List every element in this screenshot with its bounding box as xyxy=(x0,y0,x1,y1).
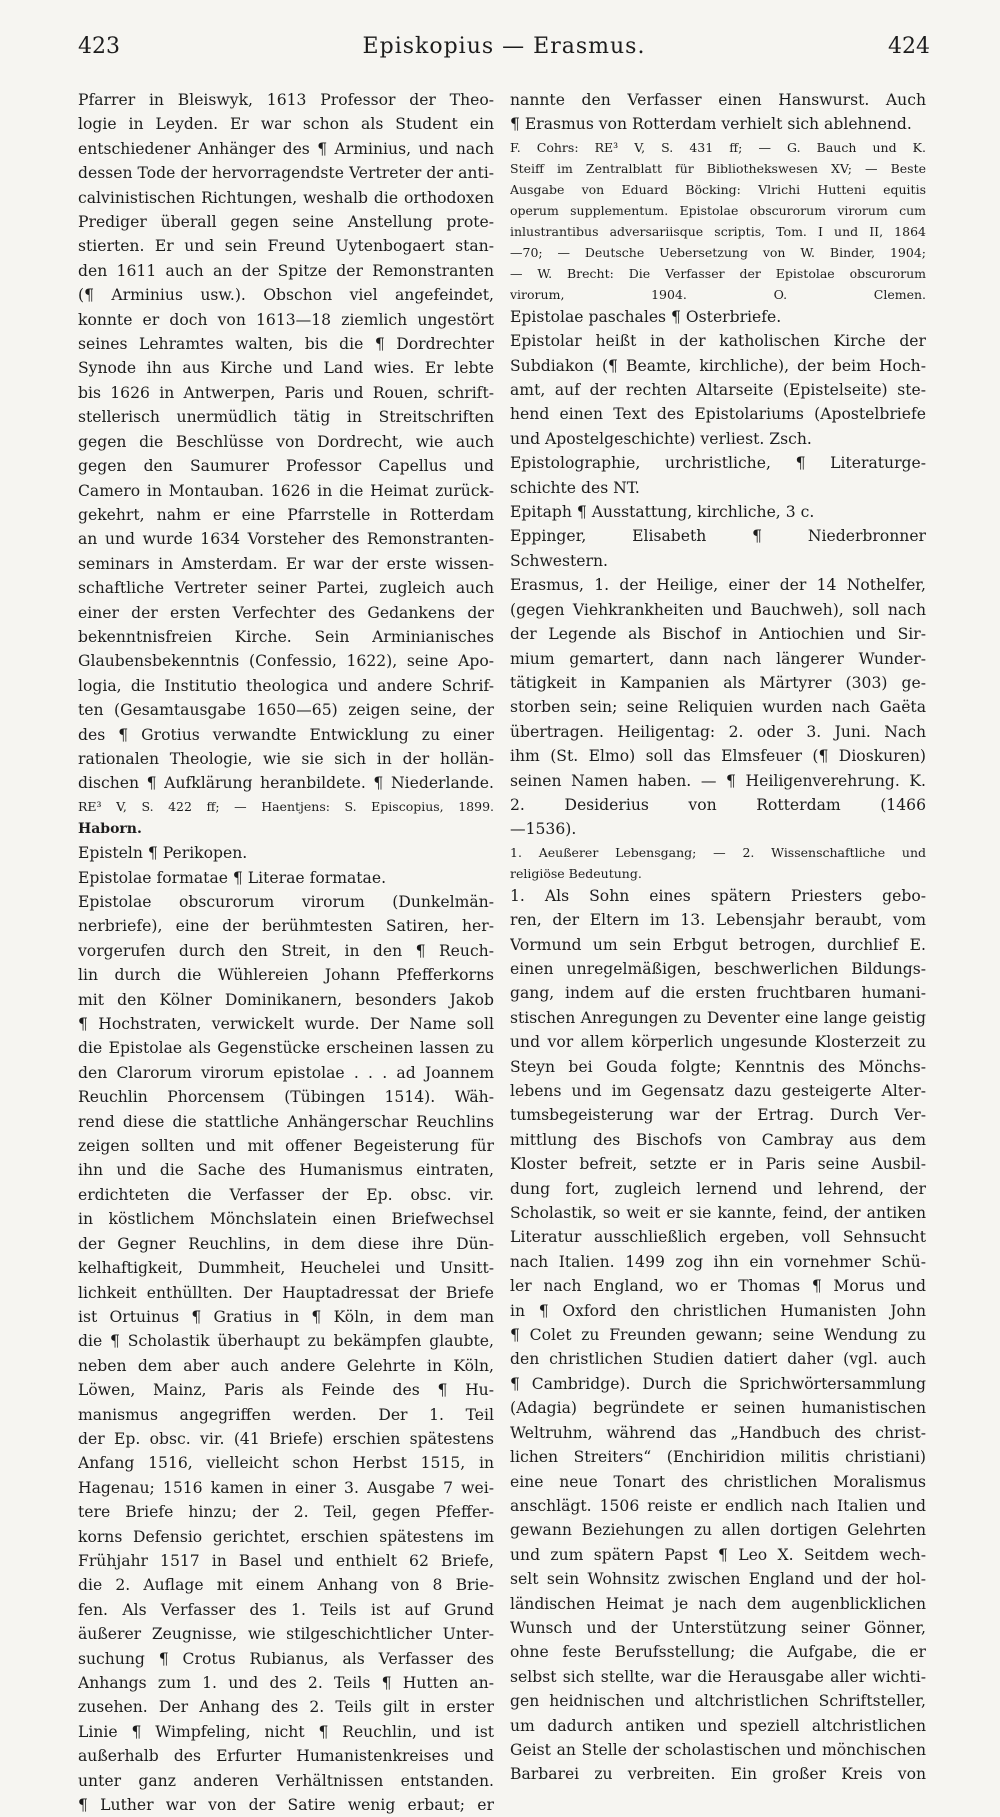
text-line: vorgerufen durch den Streit, in den ¶ Reuch- xyxy=(78,941,494,960)
text-line: schaftliche Vertreter seiner Partei, zugleich auch xyxy=(78,579,494,598)
page-number-left: 423 xyxy=(78,34,120,59)
text-line: gang, indem auf die ersten fruchtbaren humani- xyxy=(510,984,926,1003)
text-line: ländischen Heimat je nach dem augenblicklichen xyxy=(510,1594,926,1613)
text-line: der Legende als Bischof in Antiochien und Sir- xyxy=(510,625,926,644)
text-line: Eppinger, Elisabeth ¶ Niederbronner xyxy=(510,527,926,546)
text-line: rationalen Theologie, wie sie sich in der hollän- xyxy=(78,749,494,768)
text-line: Löwen, Mainz, Paris als Feinde des ¶ Hu- xyxy=(78,1381,494,1400)
text-line: stischen Anregungen zu Deventer eine lange geistig xyxy=(510,1008,926,1027)
text-line: Ausgabe von Eduard Böcking: Vlrichi Hutteni equitis xyxy=(510,181,926,197)
text-line: Pfarrer in Bleiswyk, 1613 Professor der Theo- xyxy=(78,91,494,109)
text-line: amt, auf der rechten Altarseite (Epistelseite) ste- xyxy=(510,381,926,400)
text-line: Weltruhm, während das „Handbuch des christ- xyxy=(510,1423,926,1442)
text-line: dischen ¶ Aufklärung heranbildete. ¶ Niederlande. xyxy=(78,774,494,793)
text-line: zeigen sollten und mit offener Begeisterung für xyxy=(78,1137,494,1156)
text-line: des ¶ Grotius verwandte Entwicklung zu einer xyxy=(78,725,494,744)
text-line: lin durch die Wühlereien Johann Pfefferkorns xyxy=(78,966,494,985)
text-line: Barbarei zu verbreiten. Ein großer Kreis von xyxy=(510,1765,926,1784)
text-line: erdichteten die Verfasser der Ep. obsc. vir. xyxy=(78,1185,494,1204)
text-line: Literatur ausschließlich ergeben, voll Sehnsucht xyxy=(510,1228,926,1247)
text-line: eine neue Tonart des christlichen Moralismus xyxy=(510,1472,926,1491)
text-line: RE³ V, S. 422 ff; — Haentjens: S. Episcopius, 1899. xyxy=(78,798,494,814)
text-line: Steiff im Zentralblatt für Bibliothekswesen XV; — Beste xyxy=(510,160,926,176)
text-line: bekenntnisfreien Kirche. Sein Arminianisches xyxy=(78,627,494,646)
text-line: Subdiakon (¶ Beamte, kirchliche), der beim Hoch- xyxy=(510,356,926,375)
text-line: seinen Namen haben. — ¶ Heiligenverehrung. K. xyxy=(510,771,926,790)
text-line: storben sein; seine Reliquien wurden nach Gaëta xyxy=(510,698,926,717)
left-column xyxy=(78,88,494,1817)
text-line: in köstlichem Mönchslatein einen Briefwechsel xyxy=(78,1210,494,1229)
text-line: ¶ Hochstraten, verwickelt wurde. Der Name soll xyxy=(78,1015,494,1034)
text-line: operum supplementum. Epistolae obscurorum virorum cum xyxy=(510,202,926,218)
text-line: nannte den Verfasser einen Hanswurst. Auch xyxy=(510,91,926,109)
text-line: Kloster befreit, setzte er in Paris seine Ausbil- xyxy=(510,1155,926,1174)
text-line: Schwestern. xyxy=(510,551,608,570)
text-line: Anhangs zum 1. und des 2. Teils ¶ Hutten an- xyxy=(78,1674,494,1692)
text-line: logia, die Institutio theologica und andere Schrif- xyxy=(78,676,494,695)
text-line: Erasmus, 1. der Heilige, einer der 14 Nothelfer, xyxy=(510,576,926,595)
text-line: Scholastik, so weit er sie kannte, feind, der antiken xyxy=(510,1204,926,1223)
text-line: suchung ¶ Crotus Rubianus, als Verfasser des xyxy=(78,1649,494,1668)
text-line: übertragen. Heiligentag: 2. oder 3. Juni. Nach xyxy=(510,722,926,741)
text-line: ist Ortuinus ¶ Gratius in ¶ Köln, in dem man xyxy=(78,1307,494,1326)
text-line: ¶ Cambridge). Durch die Sprichwörtersammlung xyxy=(510,1374,926,1393)
text-line: einer der ersten Verfechter des Gedankens der xyxy=(78,603,494,622)
text-line: manismus angegriffen werden. Der 1. Teil xyxy=(78,1405,494,1424)
text-line: neben dem aber auch andere Gelehrte in Köln, xyxy=(78,1356,494,1375)
text-line: außerhalb des Erfurter Humanistenkreises und xyxy=(78,1747,494,1766)
text-line: stellerisch unermüdlich tätig in Streitschriften xyxy=(78,408,494,427)
text-line: entschiedener Anhänger des ¶ Arminius, und nach xyxy=(78,139,494,158)
text-line: virorum, 1904. O. Clemen. xyxy=(510,286,926,302)
text-line: Geist an Stelle der scholastischen und mönchischen xyxy=(510,1740,926,1759)
text-line: ihn und die Sache des Humanismus eintraten, xyxy=(78,1161,494,1180)
text-line: (¶ Arminius usw.). Obschon viel angefeindet, xyxy=(78,286,494,305)
text-line: Frühjahr 1517 in Basel und enthielt 62 Briefe, xyxy=(78,1551,494,1570)
text-line: F. Cohrs: RE³ V, S. 431 ff; — G. Bauch und K. xyxy=(510,139,926,155)
text-line: die ¶ Scholastik überhaupt zu bekämpfen glaubte, xyxy=(78,1332,494,1351)
text-line: und vor allem körperlich ungesunde Klosterzeit zu xyxy=(510,1033,926,1052)
text-line: religiöse Bedeutung. xyxy=(510,865,642,881)
text-line: 2. Desiderius von Rotterdam (1466 xyxy=(510,795,926,814)
text-line: und Apostelgeschichte) verliest. Zsch. xyxy=(510,429,812,448)
text-line: — W. Brecht: Die Verfasser der Epistolae obscurorum xyxy=(510,265,926,281)
text-line: Glaubensbekenntnis (Confessio, 1622), seine Apo- xyxy=(78,652,494,671)
text-line: ler nach England, wo er Thomas ¶ Morus und xyxy=(510,1277,926,1296)
text-line: in ¶ Oxford den christlichen Humanisten John xyxy=(510,1301,926,1320)
text-line: fen. Als Verfasser des 1. Teils ist auf Grund xyxy=(78,1600,494,1619)
text-line: bis 1626 in Antwerpen, Paris und Rouen, schrift- xyxy=(78,383,494,402)
text-line: tere Briefe hinzu; der 2. Teil, gegen Pfeffer- xyxy=(78,1503,494,1522)
text-line: Epistolographie, urchristliche, ¶ Literaturge- xyxy=(510,454,926,473)
running-title: Episkopius — Erasmus. xyxy=(362,34,646,59)
text-line: kelhaftigkeit, Dummheit, Heuchelei und Unsitt- xyxy=(78,1259,494,1278)
text-line: mium gemartert, dann nach längerer Wunder- xyxy=(510,649,926,668)
text-line: —1536). xyxy=(510,820,577,839)
text-line: ten (Gesamtausgabe 1650—65) zeigen seine, der xyxy=(78,701,494,720)
text-line: Prediger überall gegen seine Anstellung prote- xyxy=(78,213,494,232)
text-line: an und wurde 1634 Vorsteher des Remonstranten- xyxy=(78,530,494,549)
text-line: selt sein Wohnsitz zwischen England und der hol- xyxy=(510,1570,926,1589)
text-line: Epistolae formatae ¶ Literae formatae. xyxy=(78,868,387,887)
text-line: seminars in Amsterdam. Er war der erste wissen- xyxy=(78,554,494,573)
text-line: Epitaph ¶ Ausstattung, kirchliche, 3 c. xyxy=(510,503,815,522)
text-line: einen unregelmäßigen, beschwerlichen Bildungs- xyxy=(510,959,926,978)
text-line: Epistolae obscurorum virorum (Dunkelmän- xyxy=(78,893,494,911)
text-line: den christlichen Studien datiert daher (vgl. auch xyxy=(510,1350,926,1369)
text-line: lichkeit enthüllten. Der Hauptadressat der Briefe xyxy=(78,1283,494,1302)
text-line: Episteln ¶ Perikopen. xyxy=(78,844,248,863)
text-line: dung fort, zugleich lernend und lehrend, der xyxy=(510,1179,926,1198)
text-line: ohne feste Berufsstellung; die Aufgabe, die er xyxy=(510,1643,926,1662)
text-line: die 2. Auflage mit einem Anhang von 8 Brie- xyxy=(78,1576,494,1595)
text-line: den 1611 auch an der Spitze der Remonstranten xyxy=(78,261,494,280)
text-line: zusehen. Der Anhang des 2. Teils gilt in erster xyxy=(78,1698,494,1717)
text-line: die Epistolae als Gegenstücke erscheinen lassen zu xyxy=(78,1039,494,1058)
text-line: gegen den Saumurer Professor Capellus und xyxy=(78,457,494,476)
text-line: Epistolae paschales ¶ Osterbriefe. xyxy=(510,307,782,326)
text-line: Vormund um sein Erbgut betrogen, durchlief E. xyxy=(510,935,926,954)
text-line: konnte er doch von 1613—18 ziemlich ungestört xyxy=(78,310,494,329)
text-line: (gegen Viehkrankheiten und Bauchweh), soll nach xyxy=(510,600,926,619)
text-line: um dadurch antiken und speziell altchristlichen xyxy=(510,1716,926,1735)
text-line: ihm (St. Elmo) soll das Elmsfeuer (¶ Dioskuren) xyxy=(510,747,926,766)
text-line: unter ganz anderen Verhältnissen entstanden. xyxy=(78,1771,494,1790)
text-line: (Adagia) begründete er seinen humanistischen xyxy=(510,1399,926,1418)
text-line: seines Lehramtes walten, bis die ¶ Dordrechter xyxy=(78,335,494,354)
text-line: inlustrantibus adversariisque scriptis, Tom. I und II, 1864 xyxy=(510,223,926,239)
text-line: hend einen Text des Epistolariums (Apostelbriefe xyxy=(510,405,926,424)
text-line: tätigkeit in Kampanien als Märtyrer (303) ge- xyxy=(510,673,926,692)
text-line: nach Italien. 1499 zog ihn ein vornehmer Schü- xyxy=(510,1252,926,1271)
page-number-right: 424 xyxy=(888,34,930,59)
text-line: mittlung des Bischofs von Cambray aus dem xyxy=(510,1130,926,1149)
text-line: 1. Aeußerer Lebensgang; — 2. Wissenschaftliche und xyxy=(510,844,926,860)
text-line: schichte des NT. xyxy=(510,478,640,497)
text-line: der Ep. obsc. vir. (41 Briefe) erschien spätestens xyxy=(78,1429,494,1448)
text-line: logie in Leyden. Er war schon als Student ein xyxy=(78,115,494,134)
text-line: ¶ Luther war von der Satire wenig erbaut; er xyxy=(78,1796,494,1815)
text-line: Anfang 1516, vielleicht schon Herbst 1515, in xyxy=(78,1454,494,1473)
text-line: den Clarorum virorum epistolae . . . ad Joannem xyxy=(78,1063,494,1082)
text-line: tumsbegeisterung war der Ertrag. Durch Ver- xyxy=(510,1106,926,1125)
text-line: Reuchlin Phorcensem (Tübingen 1514). Wäh- xyxy=(78,1088,494,1107)
text-line: Linie ¶ Wimpfeling, nicht ¶ Reuchlin, und ist xyxy=(78,1722,494,1741)
text-line: Hagenau; 1516 kamen in einer 3. Ausgabe 7 wei- xyxy=(78,1478,494,1497)
text-line: dessen Tode der hervorragendste Vertreter der anti- xyxy=(78,164,494,183)
text-line: Haborn. xyxy=(78,820,142,837)
text-line: selbst sich stellte, war die Herausgabe aller wichti- xyxy=(510,1667,926,1686)
text-line: calvinistischen Richtungen, weshalb die orthodoxen xyxy=(78,188,494,207)
text-line: gewann Beziehungen zu allen dortigen Gelehrten xyxy=(510,1521,926,1540)
text-line: nerbriefe), eine der berühmtesten Satiren, her- xyxy=(78,917,494,936)
text-line: 1. Als Sohn eines spätern Priesters gebo- xyxy=(510,886,926,905)
text-line: stierten. Er und sein Freund Uytenbogaert stan- xyxy=(78,237,494,256)
text-line: —70; — Deutsche Uebersetzung von W. Binder, 1904; xyxy=(510,244,926,260)
text-line: der Gegner Reuchlins, in dem diese ihre Dün- xyxy=(78,1234,494,1253)
text-line: anschlägt. 1506 reiste er endlich nach Italien und xyxy=(510,1496,926,1515)
text-line: Epistolar heißt in der katholischen Kirche der xyxy=(510,332,926,351)
text-line: mit den Kölner Dominikanern, besonders Jakob xyxy=(78,990,494,1009)
text-line: rend diese die stattliche Anhängerschar Reuchlins xyxy=(78,1112,494,1131)
text-line: Camero in Montauban. 1626 in die Heimat zurück- xyxy=(78,481,494,500)
text-line: gen heidnischen und altchristlichen Schriftsteller, xyxy=(510,1692,926,1711)
text-line: ¶ Colet zu Freunden gewann; seine Wendung zu xyxy=(510,1326,926,1345)
running-header xyxy=(78,34,930,74)
text-line: gekehrt, nahm er eine Pfarrstelle in Rotterdam xyxy=(78,505,494,524)
text-line: Synode ihn aus Kirche und Land wies. Er lebte xyxy=(78,359,494,378)
text-line: Wunsch und der Unterstützung seiner Gönner, xyxy=(510,1618,926,1637)
text-line: äußerer Zeugnisse, wie stilgeschichtlicher Unter- xyxy=(78,1625,494,1644)
text-line: lebens und im Gegensatz dazu gesteigerte Alter- xyxy=(510,1082,926,1100)
text-line: gegen die Beschlüsse von Dordrecht, wie auch xyxy=(78,432,494,451)
text-line: ¶ Erasmus von Rotterdam verhielt sich ablehnend. xyxy=(510,115,912,134)
right-column xyxy=(510,88,926,1787)
text-line: korns Defensio gerichtet, erschien spätestens im xyxy=(78,1527,494,1546)
text-line: und zum spätern Papst ¶ Leo X. Seitdem wech- xyxy=(510,1545,926,1564)
text-line: ren, der Eltern im 13. Lebensjahr beraubt, vom xyxy=(510,911,926,930)
text-line: Steyn bei Gouda folgte; Kenntnis des Mönchs- xyxy=(510,1057,926,1076)
text-line: lichen Streiters“ (Enchiridion militis christiani) xyxy=(510,1448,926,1467)
